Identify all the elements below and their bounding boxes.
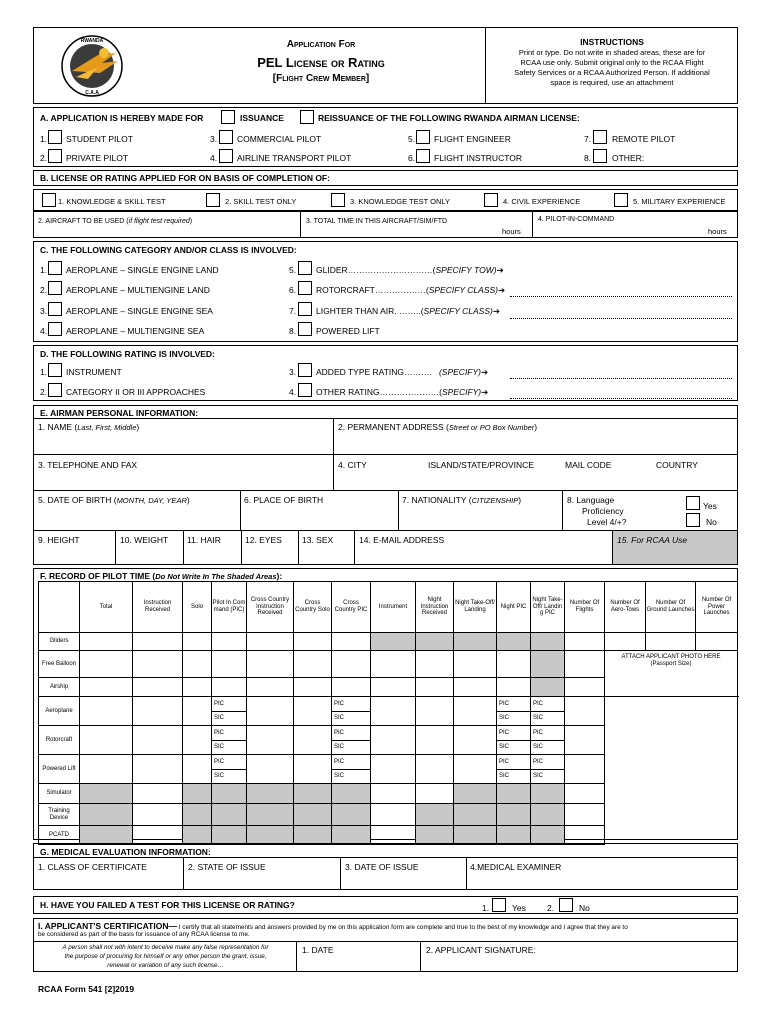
dob-field[interactable]: 5. DATE OF BIRTH (MONTH, DAY, YEAR): [38, 495, 190, 505]
medical-examiner-field[interactable]: 4.MEDICAL EXAMINER: [470, 862, 562, 872]
signature-field[interactable]: 2. APPLICANT SIGNATURE:: [426, 945, 536, 955]
aircraft-label: 2. AIRCRAFT TO BE USED (if flight test required): [38, 218, 193, 225]
hours-label: hours: [502, 227, 521, 236]
powered-lift-checkbox[interactable]: [298, 322, 312, 336]
form-number: RCAA Form 541 [2]2019: [38, 984, 135, 994]
section-f-title: F. RECORD OF PILOT TIME (Do Not Write In The Shaded Areas):: [40, 571, 283, 581]
instrument-checkbox[interactable]: [48, 363, 62, 377]
flight-instructor-checkbox[interactable]: [416, 149, 430, 163]
commercial-pilot-label: COMMERCIAL PILOT: [237, 134, 322, 144]
num: 1.: [40, 367, 48, 377]
basis-label: 3. KNOWLEDGE TEST ONLY: [350, 197, 451, 206]
student-pilot-label: STUDENT PILOT: [66, 134, 133, 144]
lighter-than-air-checkbox[interactable]: [298, 302, 312, 316]
row-label: Airship: [39, 678, 80, 697]
row-label: Training Device: [39, 804, 80, 826]
photo-size-label: (Passport Size): [650, 660, 692, 667]
form-title-3: [Flight Crew Member]: [272, 73, 370, 84]
warning-text: the purpose of procuring for himself or any other person the grant, issue,: [64, 953, 267, 960]
num: 1.: [482, 903, 490, 913]
col-header: Instrument: [371, 582, 416, 633]
flight-instructor-label: FLIGHT INSTRUCTOR: [434, 153, 522, 163]
certification-text-2: be considered as part of the basis for issuance of any RCAA license to me.: [38, 931, 250, 938]
basis-label: 4. CIVIL EXPERIENCE: [503, 197, 581, 206]
email-field[interactable]: 14. E-MAIL ADDRESS: [359, 535, 445, 545]
address-field[interactable]: 2. PERMANENT ADDRESS (Street or PO Box Number): [338, 422, 538, 432]
language-label: Level 4/+?: [587, 517, 627, 527]
category-label: AEROPLANE – MULTIENGINE SEA: [66, 326, 205, 336]
col-header: Number Of Flights: [565, 582, 605, 633]
section-g-title: G. MEDICAL EVALUATION INFORMATION:: [40, 847, 211, 857]
num: 8.: [584, 153, 592, 163]
language-yes-checkbox[interactable]: [686, 496, 700, 510]
failed-yes-checkbox[interactable]: [492, 898, 506, 912]
form-title-1: Application For: [286, 39, 356, 50]
instructions-line: Safety Services or a RCAA Authorized Person. If additional: [514, 68, 710, 77]
yes-label: Yes: [703, 501, 717, 511]
warning-text: renewal or variation of any such license…: [107, 962, 224, 969]
basis-label: 5. MILITARY EXPERIENCE: [633, 197, 726, 206]
num: 3.: [289, 367, 297, 377]
col-header: Number Of Power Launches: [696, 582, 738, 633]
instructions-line: space is required, use an attachment: [550, 78, 674, 87]
num: 6.: [408, 153, 416, 163]
sex-field[interactable]: 13. SEX: [302, 535, 334, 545]
svg-text:C.A.A: C.A.A: [85, 90, 99, 96]
glider-checkbox[interactable]: [298, 261, 312, 275]
category-label: AEROPLANE – MULTIENGINE LAND: [66, 285, 210, 295]
num: 4.: [40, 326, 48, 336]
civil-experience-checkbox[interactable]: [484, 193, 498, 207]
specify-line[interactable]: [510, 296, 732, 297]
student-pilot-checkbox[interactable]: [48, 130, 62, 144]
commercial-pilot-checkbox[interactable]: [219, 130, 233, 144]
rating-label: CATEGORY II OR III APPROACHES: [66, 387, 206, 397]
state-of-issue-field[interactable]: 2. STATE OF ISSUE: [188, 862, 266, 872]
name-field[interactable]: 1. NAME (Last, First, Middle): [38, 422, 140, 432]
language-label: Proficiency: [582, 506, 624, 516]
num: 2.: [547, 903, 555, 913]
military-experience-checkbox[interactable]: [614, 193, 628, 207]
pob-field[interactable]: 6. PLACE OF BIRTH: [244, 495, 324, 505]
rcaa-logo: [58, 33, 126, 99]
col-header: Number Of Ground Launches: [646, 582, 696, 633]
airplane-sel-checkbox[interactable]: [48, 261, 62, 275]
city-field[interactable]: 4. CITY: [338, 460, 367, 470]
other-label: OTHER:: [612, 153, 645, 163]
class-of-certificate-field[interactable]: 1. CLASS OF CERTIFICATE: [38, 862, 147, 872]
col-header: Pilot In Com mand (PIC): [212, 582, 247, 633]
svg-text:RWANDA: RWANDA: [80, 38, 104, 44]
certification-text: I. APPLICANT'S CERTIFICATION— I certify that all statements and answers provided by me on this application form are complete and true to the best of my knowledge and I agree that they are to: [38, 921, 628, 931]
specify-line[interactable]: [510, 318, 732, 319]
rotorcraft-label: ROTORCRAFT………………(SPECIFY CLASS)➔: [316, 285, 506, 295]
warning-text: A person shall not with intent to deceive make any false representation for: [62, 944, 269, 951]
category-label: AEROPLANE – SINGLE ENGINE LAND: [66, 265, 219, 275]
rcaa-use-label: 15. For RCAA Use: [617, 535, 688, 545]
specify-line[interactable]: [510, 378, 732, 379]
section-a-title: A. APPLICATION IS HEREBY MADE FOR: [40, 113, 204, 123]
added-type-rating-checkbox[interactable]: [298, 363, 312, 377]
other-rating-checkbox[interactable]: [298, 383, 312, 397]
airplane-ses-checkbox[interactable]: [48, 302, 62, 316]
knowledge-skill-test-checkbox[interactable]: [42, 193, 56, 207]
col-header: Night Take-Off/ Landin g PIC: [531, 582, 565, 633]
col-header: Night Instruction Received: [416, 582, 454, 633]
lighter-than-air-label: LIGHTER THAN AIR. ……..(SPECIFY CLASS)➔: [316, 306, 500, 316]
added-type-rating-label: ADDED TYPE RATING………. (SPECIFY)➔: [316, 367, 489, 377]
hours-label: hours: [708, 227, 727, 236]
remote-pilot-label: REMOTE PILOT: [612, 134, 676, 144]
row-label: Gliders: [39, 633, 80, 651]
issuance-label: ISSUANCE: [240, 113, 284, 123]
section-b-title: B. LICENSE OR RATING APPLIED FOR ON BASIS OF COMPLETION OF:: [40, 173, 330, 183]
private-pilot-label: PRIVATE PILOT: [66, 153, 129, 163]
num: 8.: [289, 326, 297, 336]
num: 5.: [289, 265, 297, 275]
issuance-checkbox[interactable]: [221, 110, 235, 124]
section-d-title: D. THE FOLLOWING RATING IS INVOLVED:: [40, 349, 215, 359]
num: 1.: [40, 265, 48, 275]
num: 2.: [40, 153, 48, 163]
airline-transport-pilot-label: AIRLINE TRANSPORT PILOT: [237, 153, 352, 163]
col-header: Cross Country Solo: [294, 582, 332, 633]
col-header: Solo: [183, 582, 212, 633]
instructions-title: INSTRUCTIONS: [580, 37, 644, 47]
other-checkbox[interactable]: [593, 149, 607, 163]
glider-label: GLIDER…………………………(SPECIFY TOW)➔: [316, 265, 504, 275]
flight-engineer-label: FLIGHT ENGINEER: [434, 134, 511, 144]
nationality-field[interactable]: 7. NATIONALITY (CITIZENSHIP): [402, 495, 522, 505]
cat-ii-iii-checkbox[interactable]: [48, 383, 62, 397]
row-label: Aeroplane: [39, 697, 80, 726]
airplane-mes-checkbox[interactable]: [48, 322, 62, 336]
rotorcraft-checkbox[interactable]: [298, 281, 312, 295]
col-header: Instruction Received: [133, 582, 183, 633]
col-header: Cross Country PIC: [332, 582, 371, 633]
col-header: Night PIC: [497, 582, 531, 633]
private-pilot-checkbox[interactable]: [48, 149, 62, 163]
num: 6.: [289, 285, 297, 295]
eyes-field[interactable]: 12. EYES: [245, 535, 282, 545]
category-label: AEROPLANE – SINGLE ENGINE SEA: [66, 306, 213, 316]
specify-line[interactable]: [510, 398, 732, 399]
language-no-checkbox[interactable]: [686, 513, 700, 527]
knowledge-test-only-checkbox[interactable]: [331, 193, 345, 207]
instructions-line: Print or type. Do not write in shaded areas, these are for: [518, 48, 706, 57]
reissuance-label: REISSUANCE OF THE FOLLOWING RWANDA AIRMAN LICENSE:: [318, 113, 580, 123]
weight-field[interactable]: 10. WEIGHT: [120, 535, 169, 545]
state-field[interactable]: ISLAND/STATE/PROVINCE: [428, 460, 534, 470]
hair-field[interactable]: 11. HAIR: [187, 535, 221, 545]
photo-label: ATTACH APPLICANT PHOTO HERE: [621, 654, 721, 660]
section-h-title: H. HAVE YOU FAILED A TEST FOR THIS LICENSE OR RATING?: [40, 900, 295, 910]
airplane-mel-checkbox[interactable]: [48, 281, 62, 295]
num: 4.: [289, 387, 297, 397]
row-label: Free Balloon: [39, 651, 80, 678]
basis-label: 2. SKILL TEST ONLY: [225, 197, 297, 206]
instructions-line: RCAA use only. Submit original only to the RCAA Flight: [520, 58, 704, 67]
reissuance-checkbox[interactable]: [300, 110, 314, 124]
no-label: No: [579, 903, 590, 913]
row-label: Rotorcraft: [39, 726, 80, 755]
date-field[interactable]: 1. DATE: [302, 945, 334, 955]
col-header: Total: [80, 582, 133, 633]
basis-label: 1. KNOWLEDGE & SKILL TEST: [58, 197, 166, 206]
country-field[interactable]: COUNTRY: [656, 460, 698, 470]
row-label: PCATD: [39, 826, 80, 845]
height-field[interactable]: 9. HEIGHT: [38, 535, 80, 545]
total-time-label: 3. TOTAL TIME IN THIS AIRCRAFT/SIM/FTD: [306, 218, 448, 225]
mail-code-field[interactable]: MAIL CODE: [565, 460, 612, 470]
category-label: POWERED LIFT: [316, 326, 380, 336]
col-header: Number Of Aero-Tows: [605, 582, 646, 633]
num: 7.: [584, 134, 592, 144]
telephone-field[interactable]: 3. TELEPHONE AND FAX: [38, 460, 138, 470]
flight-engineer-checkbox[interactable]: [416, 130, 430, 144]
col-header: Cross Country Instruction Received: [247, 582, 294, 633]
num: 2.: [40, 387, 48, 397]
num: 3.: [40, 306, 48, 316]
pilot-time-table: Total Instruction Received Solo Pilot In Com mand (PIC) Cross Country Instruction Received Cross Country Solo Cross Country PIC Instrument Night Instruction Received Night Take-Off/ Landing Night PIC Night Take-Off/ Landin g PIC Number Of Flights Number Of Aero-Tows Number Of Ground Launches Number Of Power Launches Gliders Free Balloon ATTACH APPLICANT PHOTO HERE (Passport Size) Airship Aeroplane PIC PIC PIC PIC SIC SIC SIC SIC Rotorcraft PIC PIC PIC PIC SIC SIC SIC SIC Powered Lift PIC PIC PIC PIC SIC SIC SIC SIC Simulator Training Device PCATD: [38, 581, 738, 845]
section-c-title: C. THE FOLLOWING CATEGORY AND/OR CLASS IS INVOLVED:: [40, 245, 297, 255]
col-header: Night Take-Off/ Landing: [454, 582, 497, 633]
row-label: Powered Lift: [39, 755, 80, 784]
pic-label: 4. PILOT-IN-COMMAND: [538, 216, 615, 223]
num: 5.: [408, 134, 416, 144]
airline-transport-pilot-checkbox[interactable]: [219, 149, 233, 163]
num: 1.: [40, 134, 48, 144]
language-label: 8. Language: [567, 495, 615, 505]
num: 2.: [40, 285, 48, 295]
rating-label: INSTRUMENT: [66, 367, 122, 377]
row-label: Simulator: [39, 784, 80, 804]
num: 7.: [289, 306, 297, 316]
date-of-issue-field[interactable]: 3. DATE OF ISSUE: [345, 862, 419, 872]
no-label: No: [706, 517, 717, 527]
yes-label: Yes: [512, 903, 526, 913]
num: 4.: [210, 153, 218, 163]
failed-no-checkbox[interactable]: [559, 898, 573, 912]
section-e-title: E. AIRMAN PERSONAL INFORMATION:: [40, 408, 199, 418]
num: 3.: [210, 134, 218, 144]
skill-test-only-checkbox[interactable]: [206, 193, 220, 207]
other-rating-label: OTHER RATING…………………(SPECIFY)➔: [316, 387, 489, 397]
form-title-2: PEL License or Rating: [257, 55, 385, 70]
remote-pilot-checkbox[interactable]: [593, 130, 607, 144]
